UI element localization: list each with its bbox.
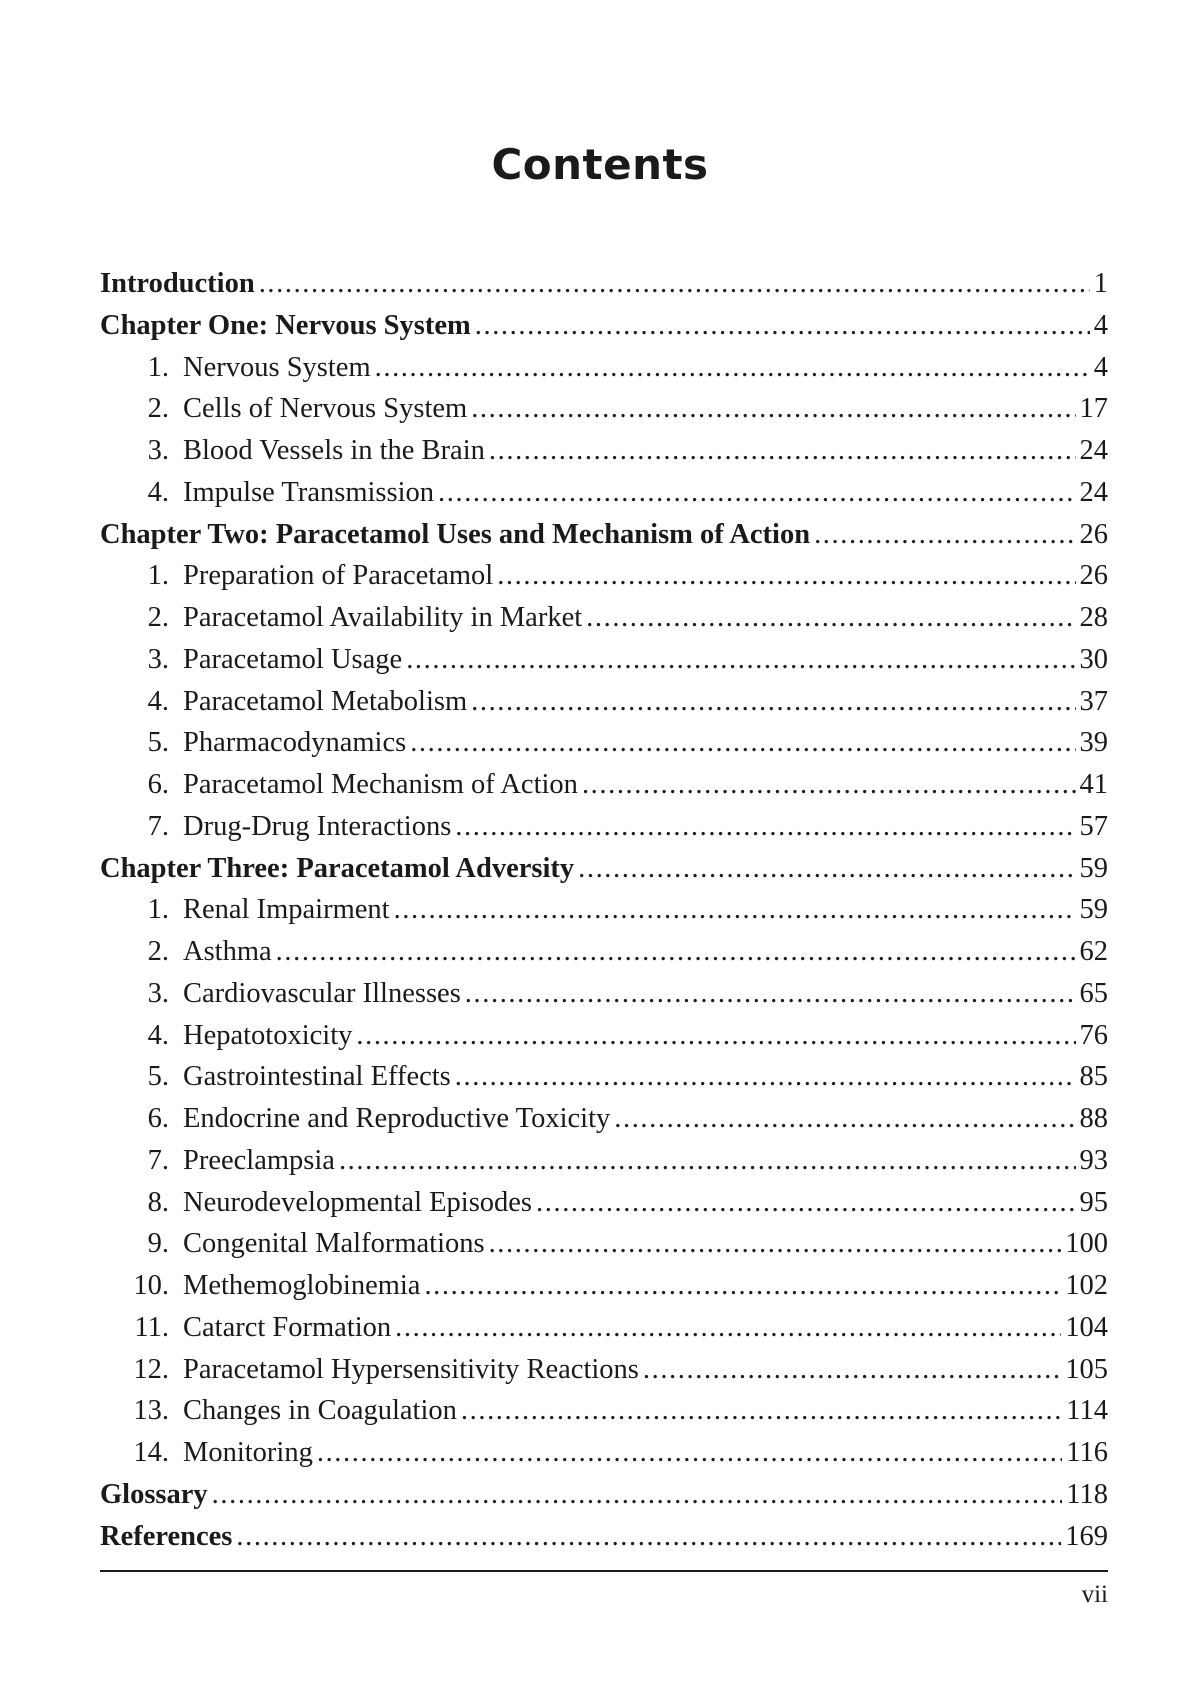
toc-entry-label: Paracetamol Hypersensitivity Reactions bbox=[183, 1353, 639, 1385]
toc-dot-leader bbox=[582, 764, 1076, 806]
toc-dot-leader bbox=[410, 722, 1075, 764]
toc-entry-label: Changes in Coagulation bbox=[183, 1395, 457, 1427]
toc-entry-label: Paracetamol Availability in Market bbox=[183, 602, 583, 633]
toc-entry-page: 95 bbox=[1079, 1186, 1108, 1218]
toc-entry-page: 118 bbox=[1066, 1478, 1108, 1510]
toc-entry-label: Asthma bbox=[183, 936, 272, 967]
toc-section-entry[interactable] bbox=[100, 1182, 1108, 1224]
toc-entry-label: Methemoglobinemia bbox=[183, 1270, 421, 1301]
toc-dot-leader bbox=[236, 1516, 1061, 1558]
toc-section-entry[interactable] bbox=[100, 555, 1108, 597]
toc-entry-page: 4 bbox=[1093, 351, 1108, 383]
toc-entry-label: Neurodevelopmental Episodes bbox=[183, 1186, 533, 1218]
toc-dot-leader bbox=[586, 597, 1075, 639]
toc-section-entry[interactable] bbox=[100, 806, 1108, 848]
toc-entry-label: Paracetamol Usage bbox=[183, 643, 403, 675]
toc-entry-label: Chapter Two: Paracetamol Uses and Mechanism of Action bbox=[100, 518, 811, 550]
toc-entry-number: 2 . bbox=[100, 597, 183, 639]
toc-entry-number: 5 . bbox=[100, 722, 183, 764]
toc-entry-number: 11 . bbox=[100, 1307, 183, 1349]
toc-dot-leader bbox=[356, 1015, 1075, 1057]
toc-entry-number: 8 . bbox=[100, 1182, 183, 1224]
toc-entry-number: 7 . bbox=[100, 1140, 183, 1182]
toc-section-entry[interactable] bbox=[100, 1265, 1108, 1307]
toc-section-entry[interactable] bbox=[100, 889, 1108, 931]
toc-entry-page: 65 bbox=[1079, 977, 1108, 1009]
toc-dot-leader bbox=[339, 1140, 1076, 1182]
toc-dot-leader bbox=[424, 1265, 1061, 1307]
toc-dot-leader bbox=[475, 305, 1090, 347]
toc-dot-leader bbox=[212, 1474, 1063, 1516]
toc-entry-page: 169 bbox=[1065, 1520, 1108, 1552]
toc-dot-leader bbox=[375, 347, 1090, 389]
toc-section-entry[interactable] bbox=[100, 973, 1108, 1015]
toc-entry-number: 7 . bbox=[100, 806, 183, 848]
toc-entry-label: Chapter One: Nervous System bbox=[100, 309, 471, 341]
toc-dot-leader bbox=[438, 472, 1075, 514]
toc-dot-leader bbox=[497, 555, 1075, 597]
toc-section-entry[interactable] bbox=[100, 597, 1108, 639]
toc-chapter-entry[interactable] bbox=[100, 514, 1108, 556]
toc-entry-label: Renal Impairment bbox=[183, 894, 390, 926]
toc-entry-page: 88 bbox=[1079, 1103, 1108, 1134]
toc-dot-leader bbox=[455, 1056, 1076, 1098]
toc-entry-number: 4 . bbox=[100, 472, 183, 514]
toc-entry-label: Congenital Malformations bbox=[183, 1228, 485, 1260]
toc-entry-page: 57 bbox=[1079, 810, 1108, 842]
toc-entry-page: 62 bbox=[1079, 936, 1108, 967]
toc-dot-leader bbox=[643, 1349, 1061, 1391]
toc-dot-leader bbox=[259, 263, 1090, 305]
toc-entry-number: 9 . bbox=[100, 1223, 183, 1265]
toc-section-entry[interactable] bbox=[100, 430, 1108, 472]
toc-entry-page: 105 bbox=[1065, 1353, 1108, 1385]
page-title: Contents bbox=[491, 140, 709, 189]
toc-section-entry[interactable] bbox=[100, 681, 1108, 723]
toc-chapter-entry[interactable] bbox=[100, 305, 1108, 347]
toc-dot-leader bbox=[614, 1098, 1075, 1140]
toc-entry-page: 114 bbox=[1066, 1395, 1108, 1427]
toc-entry-label: Cardiovascular Illnesses bbox=[183, 977, 461, 1009]
toc-section-entry[interactable] bbox=[100, 1015, 1108, 1057]
toc-entry-number: 1 . bbox=[100, 347, 183, 389]
toc-entry-page: 26 bbox=[1079, 518, 1108, 550]
toc-entry-page: 41 bbox=[1079, 769, 1108, 800]
toc-section-entry[interactable] bbox=[100, 388, 1108, 430]
page-number: vii bbox=[1081, 1581, 1108, 1608]
toc-chapter-entry[interactable] bbox=[100, 1516, 1108, 1558]
toc-entry-number: 6 . bbox=[100, 1098, 183, 1140]
toc-entry-page: 17 bbox=[1079, 393, 1108, 425]
toc-dot-leader bbox=[465, 973, 1076, 1015]
toc-entry-label: Cells of Nervous System bbox=[183, 393, 468, 425]
toc-entry-page: 85 bbox=[1079, 1061, 1108, 1093]
table-of-contents bbox=[100, 263, 1108, 1557]
toc-dot-leader bbox=[489, 1223, 1062, 1265]
toc-entry-page: 39 bbox=[1079, 727, 1108, 759]
toc-entry-page: 24 bbox=[1079, 435, 1108, 466]
toc-entry-page: 37 bbox=[1079, 685, 1108, 717]
toc-entry-page: 116 bbox=[1066, 1437, 1108, 1468]
toc-entry-label: Gastrointestinal Effects bbox=[183, 1061, 451, 1093]
toc-section-entry[interactable] bbox=[100, 931, 1108, 973]
toc-section-entry[interactable] bbox=[100, 347, 1108, 389]
toc-entry-number: 10 . bbox=[100, 1265, 183, 1307]
toc-entry-number: 14 . bbox=[100, 1432, 183, 1474]
toc-chapter-entry[interactable] bbox=[100, 263, 1108, 305]
toc-entry-page: 104 bbox=[1065, 1311, 1108, 1343]
toc-entry-label: References bbox=[100, 1520, 233, 1552]
toc-section-entry[interactable] bbox=[100, 1432, 1108, 1474]
toc-section-entry[interactable] bbox=[100, 1307, 1108, 1349]
toc-dot-leader bbox=[406, 639, 1075, 681]
toc-entry-number: 6 . bbox=[100, 764, 183, 806]
toc-dot-leader bbox=[814, 514, 1075, 556]
toc-dot-leader bbox=[578, 848, 1075, 890]
toc-dot-leader bbox=[455, 806, 1075, 848]
toc-entry-number: 2 . bbox=[100, 931, 183, 973]
toc-entry-label: Endocrine and Reproductive Toxicity bbox=[183, 1103, 611, 1134]
toc-section-entry[interactable] bbox=[100, 472, 1108, 514]
toc-entry-number: 1 . bbox=[100, 889, 183, 931]
toc-entry-number: 5 . bbox=[100, 1056, 183, 1098]
toc-section-entry[interactable] bbox=[100, 764, 1108, 806]
footer-rule bbox=[100, 1570, 1108, 1572]
toc-entry-page: 93 bbox=[1079, 1144, 1108, 1176]
toc-entry-page: 1 bbox=[1093, 268, 1108, 299]
toc-section-entry[interactable] bbox=[100, 1098, 1108, 1140]
toc-entry-label: Pharmacodynamics bbox=[183, 727, 407, 759]
toc-entry-page: 59 bbox=[1079, 894, 1108, 926]
toc-entry-page: 59 bbox=[1079, 852, 1108, 884]
toc-section-entry[interactable] bbox=[100, 1349, 1108, 1391]
toc-dot-leader bbox=[471, 681, 1075, 723]
toc-entry-page: 102 bbox=[1065, 1270, 1108, 1301]
toc-entry-page: 76 bbox=[1079, 1019, 1108, 1051]
toc-section-entry[interactable] bbox=[100, 1056, 1108, 1098]
toc-dot-leader bbox=[395, 1307, 1061, 1349]
toc-entry-label: Glossary bbox=[100, 1478, 208, 1510]
toc-entry-page: 26 bbox=[1079, 560, 1108, 592]
toc-entry-label: Hepatotoxicity bbox=[183, 1019, 353, 1051]
toc-dot-leader bbox=[489, 430, 1076, 472]
toc-entry-page: 4 bbox=[1093, 309, 1108, 341]
toc-entry-number: 1 . bbox=[100, 555, 183, 597]
toc-entry-label: Monitoring bbox=[183, 1437, 313, 1468]
toc-entry-page: 28 bbox=[1079, 602, 1108, 633]
toc-entry-label: Drug-Drug Interactions bbox=[183, 810, 452, 842]
toc-entry-label: Paracetamol Metabolism bbox=[183, 685, 468, 717]
toc-entry-label: Impulse Transmission bbox=[183, 476, 435, 508]
toc-entry-number: 3 . bbox=[100, 430, 183, 472]
toc-entry-number: 13 . bbox=[100, 1390, 183, 1432]
toc-entry-label: Preparation of Paracetamol bbox=[183, 560, 494, 592]
toc-entry-label: Nervous System bbox=[183, 351, 371, 383]
toc-entry-label: Introduction bbox=[100, 268, 255, 299]
toc-section-entry[interactable] bbox=[100, 722, 1108, 764]
toc-entry-number: 3 . bbox=[100, 973, 183, 1015]
toc-chapter-entry[interactable] bbox=[100, 848, 1108, 890]
toc-section-entry[interactable] bbox=[100, 1223, 1108, 1265]
toc-entry-label: Chapter Three: Paracetamol Adversity bbox=[100, 852, 575, 884]
toc-dot-leader bbox=[276, 931, 1076, 973]
toc-entry-number: 12 . bbox=[100, 1349, 183, 1391]
toc-dot-leader bbox=[461, 1390, 1062, 1432]
toc-entry-label: Blood Vessels in the Brain bbox=[183, 435, 485, 466]
toc-chapter-entry[interactable] bbox=[100, 1474, 1108, 1516]
toc-dot-leader bbox=[536, 1182, 1075, 1224]
toc-entry-page: 100 bbox=[1065, 1228, 1108, 1260]
toc-entry-number: 2 . bbox=[100, 388, 183, 430]
toc-dot-leader bbox=[394, 889, 1076, 931]
toc-section-entry[interactable] bbox=[100, 639, 1108, 681]
toc-entry-number: 3 . bbox=[100, 639, 183, 681]
toc-dot-leader bbox=[471, 388, 1075, 430]
toc-entry-number: 4 . bbox=[100, 1015, 183, 1057]
toc-entry-label: Preeclampsia bbox=[183, 1144, 335, 1176]
toc-section-entry[interactable] bbox=[100, 1140, 1108, 1182]
toc-entry-page: 30 bbox=[1079, 643, 1108, 675]
toc-section-entry[interactable] bbox=[100, 1390, 1108, 1432]
toc-entry-label: Paracetamol Mechanism of Action bbox=[183, 769, 578, 800]
toc-entry-number: 4 . bbox=[100, 681, 183, 723]
toc-dot-leader bbox=[317, 1432, 1062, 1474]
toc-entry-page: 24 bbox=[1079, 476, 1108, 508]
toc-entry-label: Catarct Formation bbox=[183, 1311, 392, 1343]
